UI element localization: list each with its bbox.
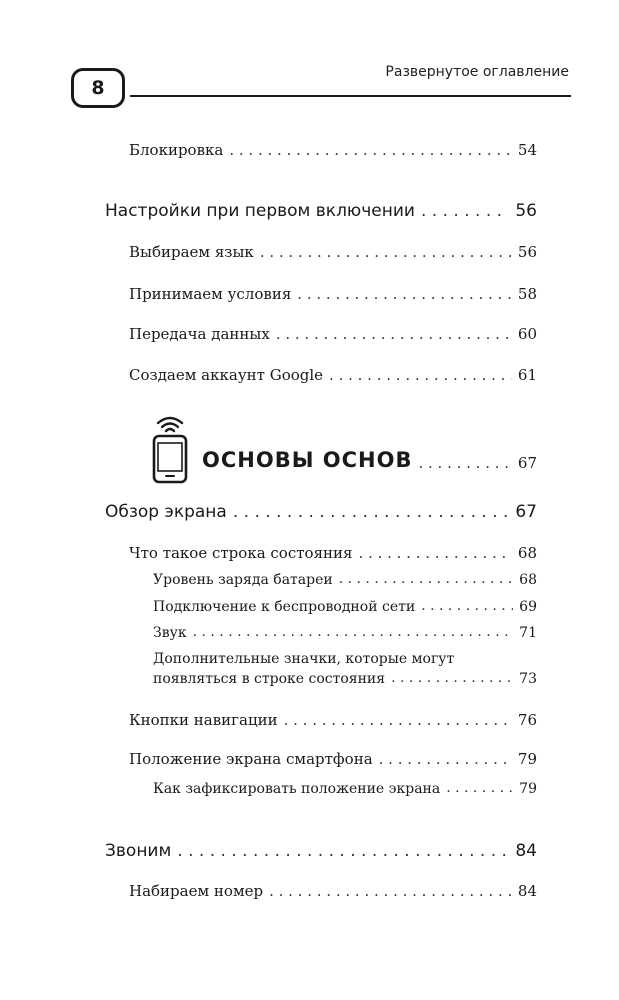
toc-leader-dots: [421, 598, 513, 615]
toc-entry-zvonim[interactable]: [105, 841, 537, 861]
toc-leader-dots: [391, 670, 513, 687]
toc-page: 68: [519, 571, 537, 588]
toc-leader-dots: [229, 141, 512, 159]
toc-title: Выбираем язык: [129, 243, 254, 261]
toc-title: Передача данных: [129, 325, 270, 343]
toc-page: 61: [517, 366, 537, 384]
toc-leader-dots: [339, 571, 513, 588]
toc-page: 67: [517, 454, 537, 472]
toc-title: Настройки при первом включении: [105, 201, 415, 222]
toc-title-line1: Дополнительные значки, которые могут: [153, 651, 455, 667]
toc-leader-dots: [276, 325, 512, 343]
toc-title: Звоним: [105, 841, 172, 862]
toc-page: 76: [517, 711, 537, 729]
toc-page: 54: [517, 141, 537, 159]
page-number-badge: [71, 68, 125, 108]
toc-leader-dots: [269, 882, 512, 900]
toc-leader-dots: [418, 454, 511, 472]
toc-leader-dots: [358, 544, 511, 562]
toc-entry-obzor[interactable]: [105, 502, 537, 522]
toc-leader-dots: [446, 780, 513, 797]
toc-leader-dots: [233, 502, 510, 522]
toc-title: Подключение к беспроводной сети: [153, 598, 416, 615]
toc-page: 79: [517, 750, 537, 768]
toc-title-line2: появляться в строке состояния: [153, 670, 386, 687]
header-rule: [130, 95, 571, 97]
toc-page: 84: [517, 882, 537, 900]
toc-entry-peredacha[interactable]: [129, 325, 537, 343]
toc-entry-zvuk[interactable]: [153, 624, 537, 641]
toc-entry-usloviya[interactable]: [129, 285, 537, 303]
toc-title: Создаем аккаунт Google: [129, 366, 324, 384]
toc-entry-blokirovka[interactable]: [129, 141, 537, 159]
toc-title: Что такое строка состояния: [129, 544, 353, 562]
toc-title: Обзор экрана: [105, 502, 227, 523]
toc-entry-nomer[interactable]: [129, 882, 537, 900]
toc-page: 79: [519, 780, 537, 797]
toc-title: Принимаем условия: [129, 285, 292, 303]
toc-entry-stroka[interactable]: [129, 544, 537, 562]
toc-leader-dots: [193, 624, 514, 641]
toc-entry-nastroiki[interactable]: [105, 201, 537, 221]
toc-title: Уровень заряда батареи: [153, 571, 333, 588]
smartphone-wifi-icon: [150, 412, 190, 484]
toc-leader-dots: [421, 201, 509, 221]
toc-entry-znachki-line1: [153, 651, 454, 667]
toc-entry-polozhenie[interactable]: [129, 750, 537, 768]
toc-page: 67: [515, 502, 537, 523]
toc-entry-akkaunt[interactable]: [129, 366, 537, 384]
toc-title: Положение экрана смартфона: [129, 750, 373, 768]
toc-chapter-osnovy[interactable]: [202, 448, 537, 472]
toc-title: Кнопки навигации: [129, 711, 278, 729]
toc-entry-knopki[interactable]: [129, 711, 537, 729]
toc-title: Как зафиксировать положение экрана: [153, 780, 441, 797]
toc-leader-dots: [177, 841, 509, 861]
toc-leader-dots: [379, 750, 512, 768]
toc-entry-yazyk[interactable]: [129, 243, 537, 261]
chapter-title: ОСНОВЫ ОСНОВ: [202, 448, 413, 472]
running-head: Развернутое оглавление: [385, 64, 569, 80]
toc-leader-dots: [260, 243, 512, 261]
toc-page: 60: [517, 325, 537, 343]
toc-page: 73: [519, 670, 537, 687]
toc-page: 68: [517, 544, 537, 562]
toc-page: 58: [517, 285, 537, 303]
toc-entry-podklyuchenie[interactable]: [153, 598, 537, 615]
toc-title: Набираем номер: [129, 882, 264, 900]
toc-entry-znachki[interactable]: [153, 670, 537, 687]
toc-page: 56: [517, 243, 537, 261]
toc-leader-dots: [284, 711, 512, 729]
toc-page: 71: [519, 624, 537, 641]
toc-entry-zaryad[interactable]: [153, 571, 537, 588]
toc-title: Звук: [153, 624, 187, 641]
page-number: 8: [91, 77, 105, 99]
toc-leader-dots: [297, 285, 512, 303]
toc-entry-zafiksirovat[interactable]: [153, 780, 537, 797]
toc-page: 69: [519, 598, 537, 615]
toc-page: 84: [515, 841, 537, 862]
toc-page: 56: [515, 201, 537, 222]
toc-title: Блокировка: [129, 141, 224, 159]
toc-leader-dots: [329, 366, 512, 384]
